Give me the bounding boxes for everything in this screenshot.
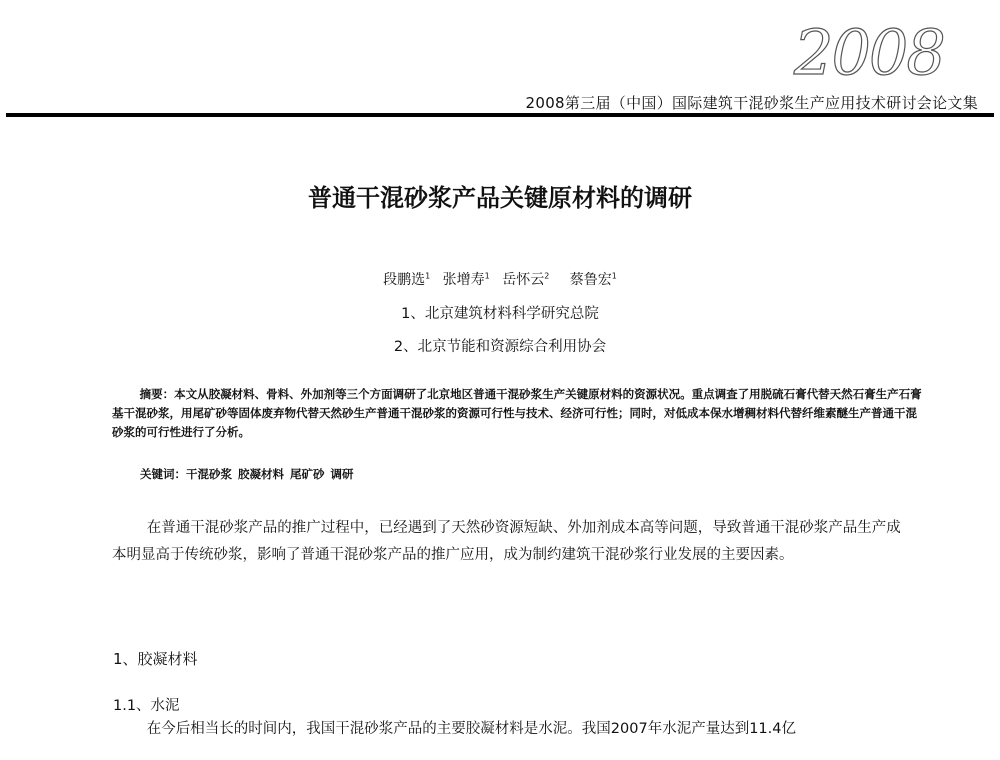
keyword: 胶凝材料 <box>238 467 284 481</box>
author-name: 段鹏选 <box>383 272 426 288</box>
header-rule <box>6 113 994 117</box>
author-affiliation-mark: 1 <box>484 271 490 281</box>
conference-logo <box>792 14 967 84</box>
author-name: 岳怀云 <box>502 272 545 288</box>
intro-paragraph: 在普通干混砂浆产品的推广过程中，已经遇到了天然砂资源短缺、外加剂成本高等问题，导致普通干混砂浆产品生产成本明显高于传统砂浆，影响了普通干混砂浆产品的推广应用，成为制约建筑干混砂浆行业发展的主要因素。 <box>112 520 901 563</box>
logo-year-text: 2008 <box>794 16 944 84</box>
section-heading: 1、胶凝材料 <box>113 650 198 668</box>
subsection-heading: 1.1、水泥 <box>113 698 180 714</box>
keyword: 调研 <box>330 467 354 481</box>
affiliation: 2、北京节能和资源综合利用协会 <box>393 339 607 355</box>
conference-title: 2008第三届（中国）国际建筑干混砂浆生产应用技术研讨会论文集 <box>525 94 978 112</box>
keyword: 干混砂浆 <box>186 467 232 481</box>
author-list <box>0 269 1000 289</box>
affiliation: 1、北京建筑材料科学研究总院 <box>401 306 599 322</box>
abstract: 摘要：本文从胶凝材料、骨料、外加剂等三个方面调研了北京地区普通干混砂浆生产关键原材料的资源状况。重点调查了用脱硫石膏代替天然石膏生产石膏基干混砂浆，用尾矿砂等固体废弃物代替天然砂生产普通干混砂浆的资源可行性与技术、经济可行性；同时，对低成本保水增稠材料代替纤维素醚生产普通干混砂浆的可行性进行了分析。 <box>112 387 922 439</box>
paper-title: 普通干混砂浆产品关键原材料的调研 <box>308 184 692 212</box>
body-paragraph: 在今后相当长的时间内，我国干混砂浆产品的主要胶凝材料是水泥。我国2007年水泥产量达到11.4亿 <box>146 721 796 737</box>
keywords-label: 关键词： <box>140 467 186 481</box>
keywords <box>140 466 354 482</box>
author-name: 张增寿 <box>442 272 485 288</box>
author-name: 蔡鲁宏 <box>569 272 612 288</box>
author-affiliation-mark: 1 <box>611 271 617 281</box>
author-affiliation-mark: 1 <box>425 271 431 281</box>
author-affiliation-mark: 2 <box>544 271 550 281</box>
keyword: 尾矿砂 <box>290 467 325 481</box>
